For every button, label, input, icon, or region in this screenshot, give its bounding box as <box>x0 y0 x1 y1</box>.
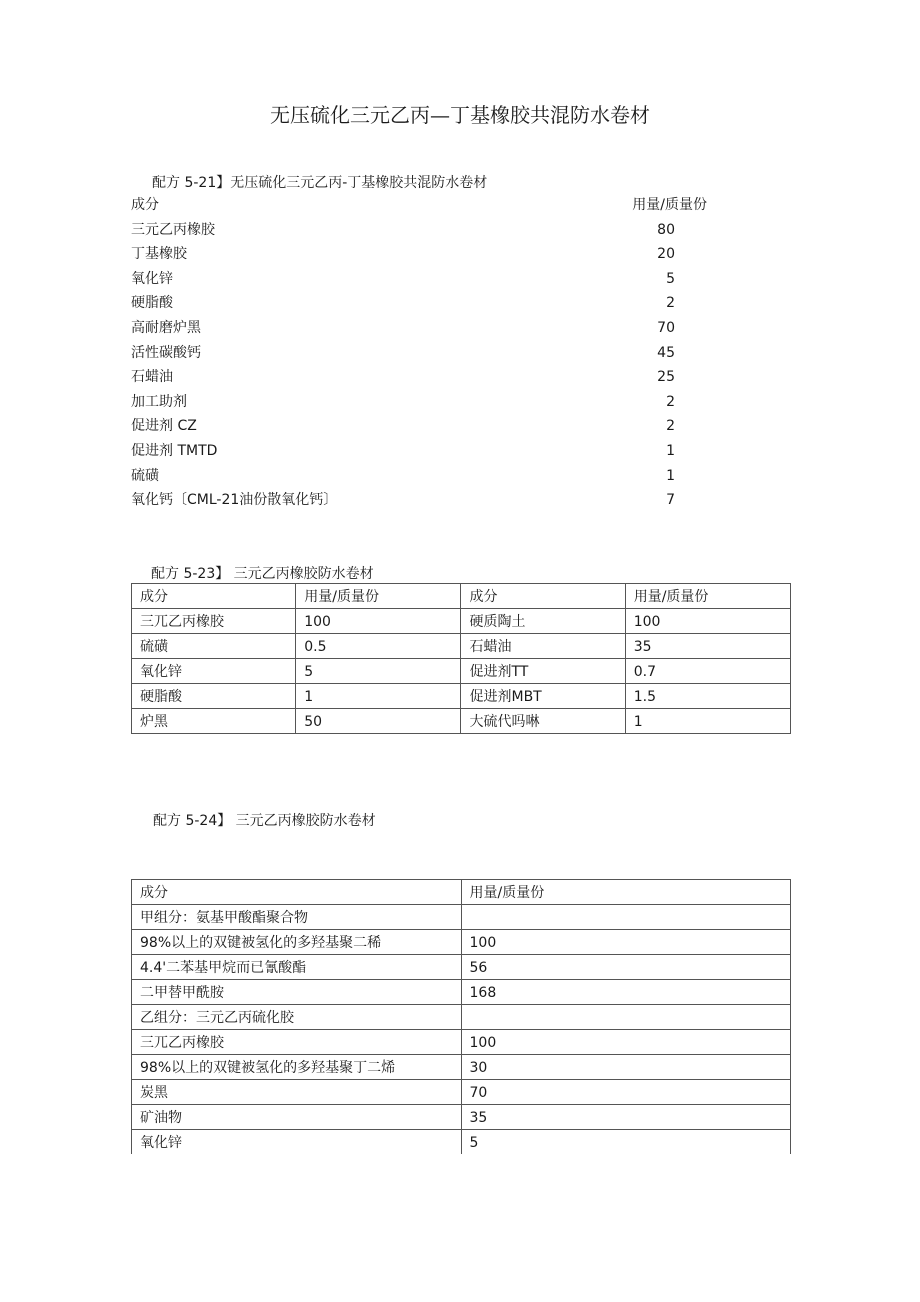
table-header-cell: 成分 <box>132 880 462 905</box>
table-row <box>132 609 791 634</box>
ingredient-name: 高耐磨炉黑 <box>131 319 201 336</box>
table-row <box>132 659 791 684</box>
list-item <box>131 291 691 316</box>
ingredient-name: 硬脂酸 <box>131 295 173 312</box>
table-cell: 硬质陶土 <box>461 609 625 634</box>
table-cell: 5 <box>296 659 461 684</box>
list-item <box>131 390 691 415</box>
table-row <box>132 684 791 709</box>
ingredient-amount: 7 <box>666 492 675 509</box>
table-cell: 三兀乙丙橡胶 <box>132 1030 462 1055</box>
table-cell: 矿油物 <box>132 1105 462 1130</box>
list-item <box>131 242 691 267</box>
table-cell <box>461 905 791 930</box>
table-cell: 70 <box>461 1080 791 1105</box>
ingredient-amount: 2 <box>666 393 675 410</box>
table-cell <box>461 1005 791 1030</box>
table-header-cell: 成分 <box>461 584 625 609</box>
ingredient-amount: 70 <box>657 319 675 336</box>
table-cell: 5 <box>461 1130 791 1155</box>
table-cell: 100 <box>296 609 461 634</box>
table-cell: 30 <box>461 1055 791 1080</box>
header-amount: 用量/质量份 <box>632 197 707 213</box>
table-cell: 大硫代吗啉 <box>461 709 625 734</box>
ingredient-amount: 2 <box>666 418 675 435</box>
table-cell: 石蜡油 <box>461 634 625 659</box>
list-item <box>131 365 691 390</box>
ingredient-amount: 2 <box>666 295 675 312</box>
ingredient-name: 氧化钙〔CML-21油份散氧化钙〕 <box>131 492 338 509</box>
formula-5-21-list <box>131 193 707 513</box>
table-row <box>132 1030 791 1055</box>
ingredient-amount: 5 <box>666 270 675 287</box>
ingredient-amount: 1 <box>666 467 675 484</box>
table-row <box>132 955 791 980</box>
ingredient-amount: 20 <box>657 246 675 263</box>
table-cell: 甲组分：氨基甲酸酯聚合物 <box>132 905 462 930</box>
ingredient-name: 丁基橡胶 <box>131 246 187 263</box>
ingredient-name: 硫磺 <box>131 467 159 484</box>
table-cell: 0.5 <box>296 634 461 659</box>
table-row <box>132 1080 791 1105</box>
ingredient-name: 活性碳酸钙 <box>131 344 201 361</box>
ingredient-amount: 1 <box>666 442 675 459</box>
ingredient-name: 促进剂 TMTD <box>131 442 218 459</box>
formula-5-23-table <box>131 583 791 734</box>
ingredient-name: 石蜡油 <box>131 369 173 386</box>
table-cell: 1 <box>625 709 790 734</box>
document-title: 无压硫化三元乙丙—丁基橡胶共混防水卷材 <box>270 103 650 127</box>
list-item <box>131 464 691 489</box>
ingredient-name: 加工助剂 <box>131 393 187 410</box>
table-cell: 50 <box>296 709 461 734</box>
table-cell: 氧化锌 <box>132 1130 462 1155</box>
ingredient-amount: 45 <box>657 344 675 361</box>
table-row <box>132 1105 791 1130</box>
table-cell: 乙组分：三元乙丙硫化胶 <box>132 1005 462 1030</box>
table-cell: 炉黑 <box>132 709 296 734</box>
list-item <box>131 267 691 292</box>
table-header-cell: 用量/质量份 <box>461 880 791 905</box>
formula-5-24-caption: 配方 5-24】 三元乙丙橡胶防水卷材 <box>153 813 376 829</box>
table-cell: 三兀乙丙橡胶 <box>132 609 296 634</box>
table-cell: 100 <box>461 1030 791 1055</box>
list-item <box>131 341 691 366</box>
ingredient-amount: 80 <box>657 221 675 238</box>
table-header-row <box>132 584 791 609</box>
table-row <box>132 1005 791 1030</box>
list-header <box>131 193 707 218</box>
table-cell: 168 <box>461 980 791 1005</box>
table-header-cell: 成分 <box>132 584 296 609</box>
list-item <box>131 488 691 513</box>
list-item <box>131 414 691 439</box>
formula-5-23-caption: 配方 5-23】 三元乙丙橡胶防水卷材 <box>151 566 374 582</box>
table-cell: 二甲替甲酰胺 <box>132 980 462 1005</box>
table-cell: 1.5 <box>625 684 790 709</box>
table-row <box>132 930 791 955</box>
table-cell: 0.7 <box>625 659 790 684</box>
table-row <box>132 1055 791 1080</box>
table-cell: 促进剂MBT <box>461 684 625 709</box>
list-item <box>131 439 691 464</box>
table-cell: 100 <box>461 930 791 955</box>
formula-5-21-caption: 配方 5-21】无压硫化三元乙丙-丁基橡胶共混防水卷材 <box>152 175 488 191</box>
table-row <box>132 905 791 930</box>
table-cell: 35 <box>461 1105 791 1130</box>
table-cell: 促进剂TT <box>461 659 625 684</box>
list-item <box>131 218 691 243</box>
list-item <box>131 316 691 341</box>
ingredient-amount: 25 <box>657 369 675 386</box>
table-row <box>132 634 791 659</box>
table-row <box>132 1130 791 1155</box>
header-ingredient: 成分 <box>131 197 159 213</box>
table-cell: 100 <box>625 609 790 634</box>
table-row <box>132 709 791 734</box>
table-cell: 98%以上的双键被氢化的多羟基聚二稀 <box>132 930 462 955</box>
table-cell: 1 <box>296 684 461 709</box>
table-cell: 35 <box>625 634 790 659</box>
table-header-row <box>132 880 791 905</box>
ingredient-name: 氧化锌 <box>131 270 173 287</box>
formula-5-24-table <box>131 879 791 1154</box>
table-cell: 硬脂酸 <box>132 684 296 709</box>
table-header-cell: 用量/质量份 <box>625 584 790 609</box>
table-cell: 98%以上的双键被氢化的多羟基聚丁二烯 <box>132 1055 462 1080</box>
table-cell: 4.4'二苯基甲烷而已氰酸酯 <box>132 955 462 980</box>
table-row <box>132 980 791 1005</box>
table-cell: 硫磺 <box>132 634 296 659</box>
table-cell: 炭黑 <box>132 1080 462 1105</box>
table-cell: 56 <box>461 955 791 980</box>
table-cell: 氧化锌 <box>132 659 296 684</box>
ingredient-name: 促进剂 CZ <box>131 418 197 435</box>
table-header-cell: 用量/质量份 <box>296 584 461 609</box>
ingredient-name: 三元乙丙橡胶 <box>131 221 215 238</box>
